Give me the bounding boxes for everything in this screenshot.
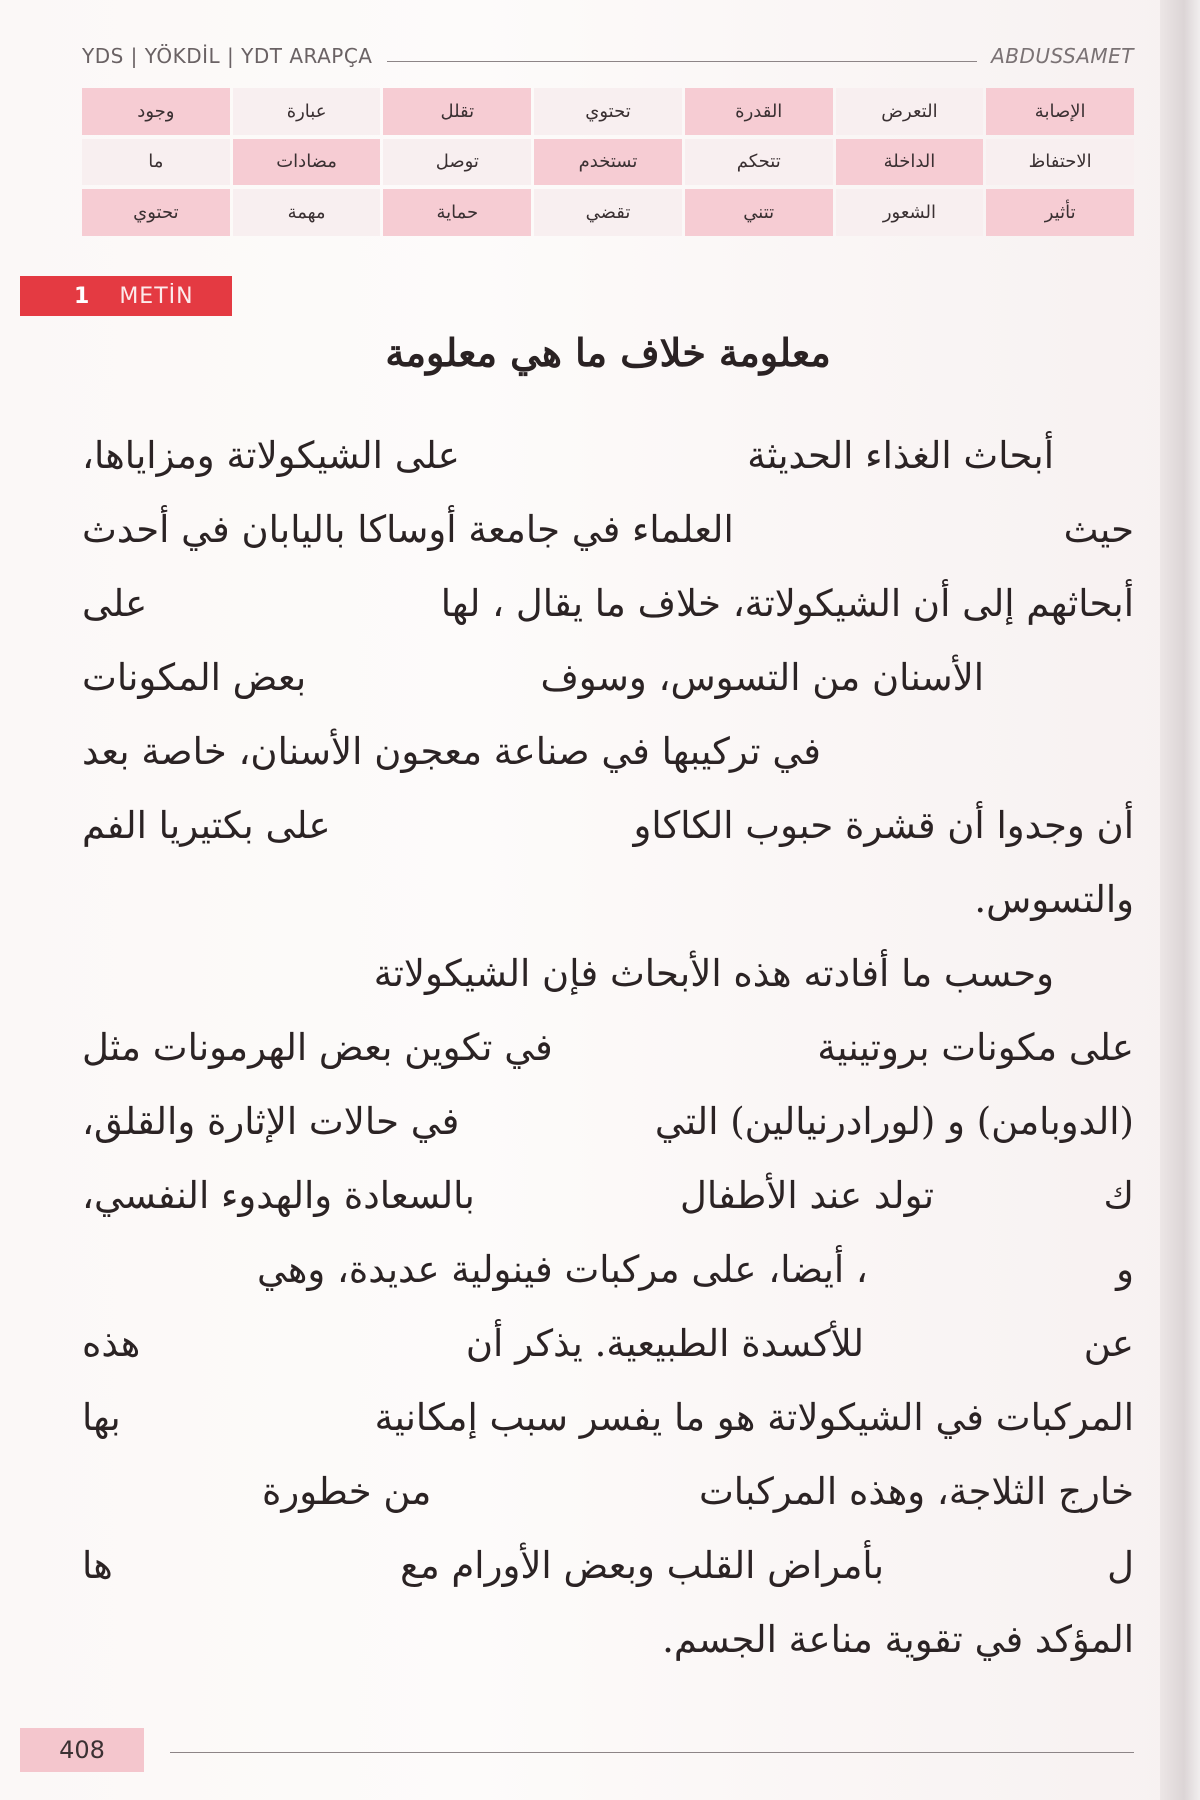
vocab-cell: تقلل <box>383 88 531 135</box>
passage-line <box>82 730 1134 790</box>
line-segment: عن <box>1083 1322 1134 1365</box>
line-segment: من خطورة <box>262 1470 432 1513</box>
page-number: 408 <box>20 1728 144 1772</box>
passage-line <box>82 656 1134 716</box>
passage-line <box>82 434 1134 494</box>
line-segment: بها <box>82 1396 121 1439</box>
line-segment: ها <box>82 1544 113 1587</box>
vocab-cell: تحتوي <box>82 189 230 236</box>
vocab-cell: تأثير <box>986 189 1134 236</box>
passage-line <box>82 878 1134 938</box>
text-number-badge <box>20 276 232 316</box>
line-segment: في حالات الإثارة والقلق، <box>82 1100 460 1143</box>
vocab-cell: الاحتفاظ <box>986 139 1134 186</box>
passage-title: معلومة خلاف ما هي معلومة <box>385 330 831 375</box>
vocab-cell: التعرض <box>836 88 984 135</box>
vocab-cell: ما <box>82 139 230 186</box>
header-rule <box>387 61 978 62</box>
line-segment: على مكونات بروتينية <box>817 1026 1134 1069</box>
vocab-cell: عبارة <box>233 88 381 135</box>
passage-line <box>82 1396 1134 1456</box>
line-segment: المركبات في الشيكولاتة هو ما يفسر سبب إمكانية <box>374 1396 1134 1439</box>
line-segment: حيث <box>1063 508 1134 551</box>
line-segment: أبحاثهم إلى أن الشيكولاتة، خلاف ما يقال ، لها <box>440 582 1134 625</box>
line-segment: بأمراض القلب وبعض الأورام مع <box>400 1544 884 1587</box>
line-segment: و <box>1116 1248 1134 1291</box>
passage-line <box>82 1322 1134 1382</box>
text-label: METİN <box>119 283 194 309</box>
vocab-cell: القدرة <box>685 88 833 135</box>
page-edge-shadow <box>1160 0 1200 1800</box>
line-segment: ، أيضا، على مركبات فينولية عديدة، وهي <box>257 1248 868 1291</box>
line-segment: وحسب ما أفادته هذه الأبحاث فإن الشيكولاتة <box>373 952 1054 995</box>
vocab-cell: تتني <box>685 189 833 236</box>
line-segment: خارج الثلاجة، وهذه المركبات <box>698 1470 1134 1513</box>
line-segment: ك <box>1103 1174 1134 1217</box>
passage-line <box>82 1618 1134 1678</box>
passage-line <box>82 1248 1134 1308</box>
line-segment: في تركيبها في صناعة معجون الأسنان، خاصة بعد <box>82 730 821 773</box>
passage-line <box>82 952 1134 1012</box>
vocab-cell: حماية <box>383 189 531 236</box>
vocab-cell: تستخدم <box>534 139 682 186</box>
line-segment: على الشيكولاتة ومزاياها، <box>82 434 460 477</box>
line-segment: ل <box>1107 1544 1134 1587</box>
vocab-cell: مهمة <box>233 189 381 236</box>
line-segment: والتسوس. <box>974 878 1134 921</box>
text-number: 1 <box>74 283 90 309</box>
vocabulary-grid <box>82 88 1134 236</box>
passage-line <box>82 1174 1134 1234</box>
passage-line <box>82 1100 1134 1160</box>
vocab-cell: الداخلة <box>836 139 984 186</box>
vocab-cell: الشعور <box>836 189 984 236</box>
vocab-cell: تتحكم <box>685 139 833 186</box>
line-segment: أن وجدوا أن قشرة حبوب الكاكاو <box>633 804 1134 847</box>
passage-line <box>82 508 1134 568</box>
vocab-cell: الإصابة <box>986 88 1134 135</box>
line-segment: للأكسدة الطبيعية. يذكر أن <box>465 1322 864 1365</box>
vocab-cell: وجود <box>82 88 230 135</box>
line-segment: هذه <box>82 1322 141 1365</box>
line-segment: تولد عند الأطفال <box>680 1174 934 1217</box>
header-left-title: YDS | YÖKDİL | YDT ARAPÇA <box>82 44 373 68</box>
footer-rule <box>170 1752 1134 1753</box>
vocab-cell: توصل <box>383 139 531 186</box>
line-segment: بعض المكونات <box>82 656 307 699</box>
page-header <box>82 44 1134 68</box>
line-segment: في تكوين بعض الهرمونات مثل <box>82 1026 553 1069</box>
header-author: ABDUSSAMET <box>991 44 1134 68</box>
vocab-cell: تحتوي <box>534 88 682 135</box>
line-segment: العلماء في جامعة أوساكا باليابان في أحدث <box>82 508 734 551</box>
line-segment: المؤكد في تقوية مناعة الجسم. <box>662 1618 1134 1661</box>
vocab-cell: تقضي <box>534 189 682 236</box>
passage-line <box>82 1470 1134 1530</box>
line-segment: الأسنان من التسوس، وسوف <box>540 656 984 699</box>
line-segment: أبحاث الغذاء الحديثة <box>747 434 1054 477</box>
line-segment: (الدوبامن) و (لورادرنيالين) التي <box>654 1100 1134 1143</box>
passage-line <box>82 804 1134 864</box>
passage-line <box>82 1544 1134 1604</box>
line-segment: على بكتيريا الفم <box>82 804 331 847</box>
passage-line <box>82 582 1134 642</box>
vocab-cell: مضادات <box>233 139 381 186</box>
line-segment: على <box>82 582 148 625</box>
line-segment: بالسعادة والهدوء النفسي، <box>82 1174 475 1217</box>
passage-line <box>82 1026 1134 1086</box>
